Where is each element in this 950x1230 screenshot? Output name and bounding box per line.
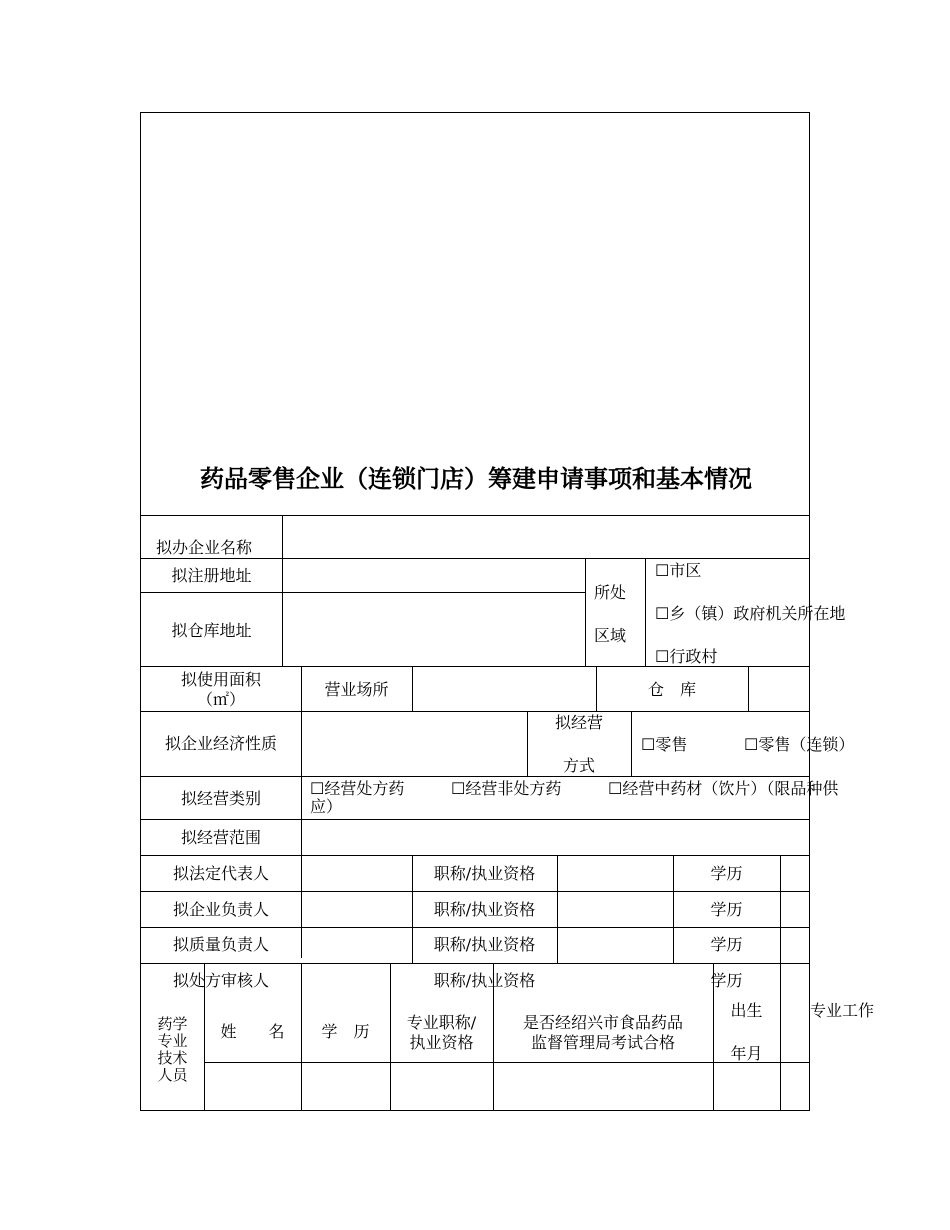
region-option-village[interactable]: ☐行政村 xyxy=(655,647,718,666)
label-warehouse: 仓 库 xyxy=(647,680,696,699)
label-staff-line4: 人员 xyxy=(157,1066,188,1084)
label-staff-line1: 药学 xyxy=(157,1015,188,1033)
input-legal-rep-name[interactable] xyxy=(302,856,412,891)
label-company-name: 拟办企业名称 xyxy=(156,538,253,557)
row-divider xyxy=(141,927,810,928)
header-work: 专业工作 xyxy=(810,1001,875,1020)
row-divider xyxy=(141,776,810,777)
input-company-name[interactable] xyxy=(283,516,810,558)
header-birth-line1: 出生 xyxy=(730,1001,763,1020)
label-education: 学历 xyxy=(710,900,743,919)
input-quality-head-education[interactable] xyxy=(781,928,810,963)
input-legal-rep-title[interactable] xyxy=(558,856,673,891)
input-economic-nature[interactable] xyxy=(302,712,527,776)
label-education: 学历 xyxy=(710,971,743,990)
label-mode-line1: 拟经营 xyxy=(554,713,603,732)
region-option-urban[interactable]: ☐市区 xyxy=(655,561,702,580)
header-education: 学 历 xyxy=(321,1022,370,1041)
label-economic-nature: 拟企业经济性质 xyxy=(164,734,277,753)
header-title-line1: 专业职称/ xyxy=(406,1013,477,1032)
label-title-qualification: 职称/执业资格 xyxy=(433,935,536,954)
row-divider xyxy=(141,963,810,964)
input-business-site-area[interactable] xyxy=(413,667,596,711)
label-location-line2: 区域 xyxy=(594,626,627,645)
application-form xyxy=(140,112,875,1111)
label-warehouse-address: 拟仓库地址 xyxy=(171,621,252,640)
input-scope[interactable] xyxy=(302,820,810,855)
category-option-prescription[interactable]: ☐经营处方药 xyxy=(310,779,405,798)
input-enterprise-head-name[interactable] xyxy=(302,892,412,927)
label-location-line1: 所处 xyxy=(594,583,627,602)
input-staff-exam[interactable] xyxy=(494,1063,713,1111)
label-mode-line2: 方式 xyxy=(562,756,595,775)
label-quality-head: 拟质量负责人 xyxy=(172,935,269,954)
category-option-herbal-cont: 应） xyxy=(310,797,343,816)
input-quality-head-title[interactable] xyxy=(558,928,673,963)
header-name: 姓 名 xyxy=(220,1022,285,1041)
label-enterprise-head: 拟企业负责人 xyxy=(172,900,269,919)
input-reg-address[interactable] xyxy=(283,559,585,592)
label-title-qualification: 职称/执业资格 xyxy=(433,900,536,919)
label-area-line2: （㎡） xyxy=(196,690,245,709)
input-warehouse-address[interactable] xyxy=(283,593,585,666)
input-warehouse-area[interactable] xyxy=(749,667,810,711)
header-title-line2: 执业资格 xyxy=(409,1033,474,1052)
col-divider xyxy=(585,558,586,666)
input-staff-name[interactable] xyxy=(205,1063,301,1111)
input-enterprise-head-education[interactable] xyxy=(781,892,810,927)
label-staff-line3: 技术 xyxy=(157,1049,188,1067)
label-education: 学历 xyxy=(710,864,743,883)
input-staff-birth[interactable] xyxy=(714,1063,780,1111)
input-staff-title[interactable] xyxy=(391,1063,493,1111)
label-category: 拟经营类别 xyxy=(180,789,261,808)
label-area-line1: 拟使用面积 xyxy=(180,670,261,689)
label-title-qualification: 职称/执业资格 xyxy=(433,864,536,883)
header-exam-line1: 是否经绍兴市食品药品 xyxy=(522,1013,683,1032)
mode-option-retail[interactable]: ☐零售 xyxy=(641,735,688,754)
label-reg-address: 拟注册地址 xyxy=(171,566,252,585)
input-legal-rep-education[interactable] xyxy=(781,856,810,891)
header-exam-line2: 监督管理局考试合格 xyxy=(530,1033,675,1052)
label-staff-line2: 专业 xyxy=(157,1032,188,1050)
label-business-site: 营业场所 xyxy=(324,680,389,699)
col-divider xyxy=(631,711,632,776)
row-divider xyxy=(141,891,810,892)
col-divider xyxy=(645,558,646,666)
category-option-herbal[interactable]: ☐经营中药材（饮片）（限品种供 xyxy=(608,779,839,798)
header-birth-line2: 年月 xyxy=(730,1044,763,1063)
region-option-township[interactable]: ☐乡（镇）政府机关所在地 xyxy=(655,604,846,623)
label-scope: 拟经营范围 xyxy=(180,828,261,847)
row-divider xyxy=(141,855,810,856)
mode-option-retail-chain[interactable]: ☐零售（连锁） xyxy=(744,735,855,754)
label-education: 学历 xyxy=(710,935,743,954)
form-title: 药品零售企业（连锁门店）筹建申请事项和基本情况 xyxy=(200,465,752,493)
input-staff-education[interactable] xyxy=(302,1063,390,1111)
category-option-otc[interactable]: ☐经营非处方药 xyxy=(451,779,562,798)
input-staff-work[interactable] xyxy=(781,1063,810,1111)
label-prescription-reviewer: 拟处方审核人 xyxy=(172,971,269,990)
label-title-qualification: 职称/执业资格 xyxy=(433,971,536,990)
input-quality-head-name[interactable] xyxy=(302,928,412,963)
label-legal-rep: 拟法定代表人 xyxy=(172,864,269,883)
input-enterprise-head-title[interactable] xyxy=(558,892,673,927)
